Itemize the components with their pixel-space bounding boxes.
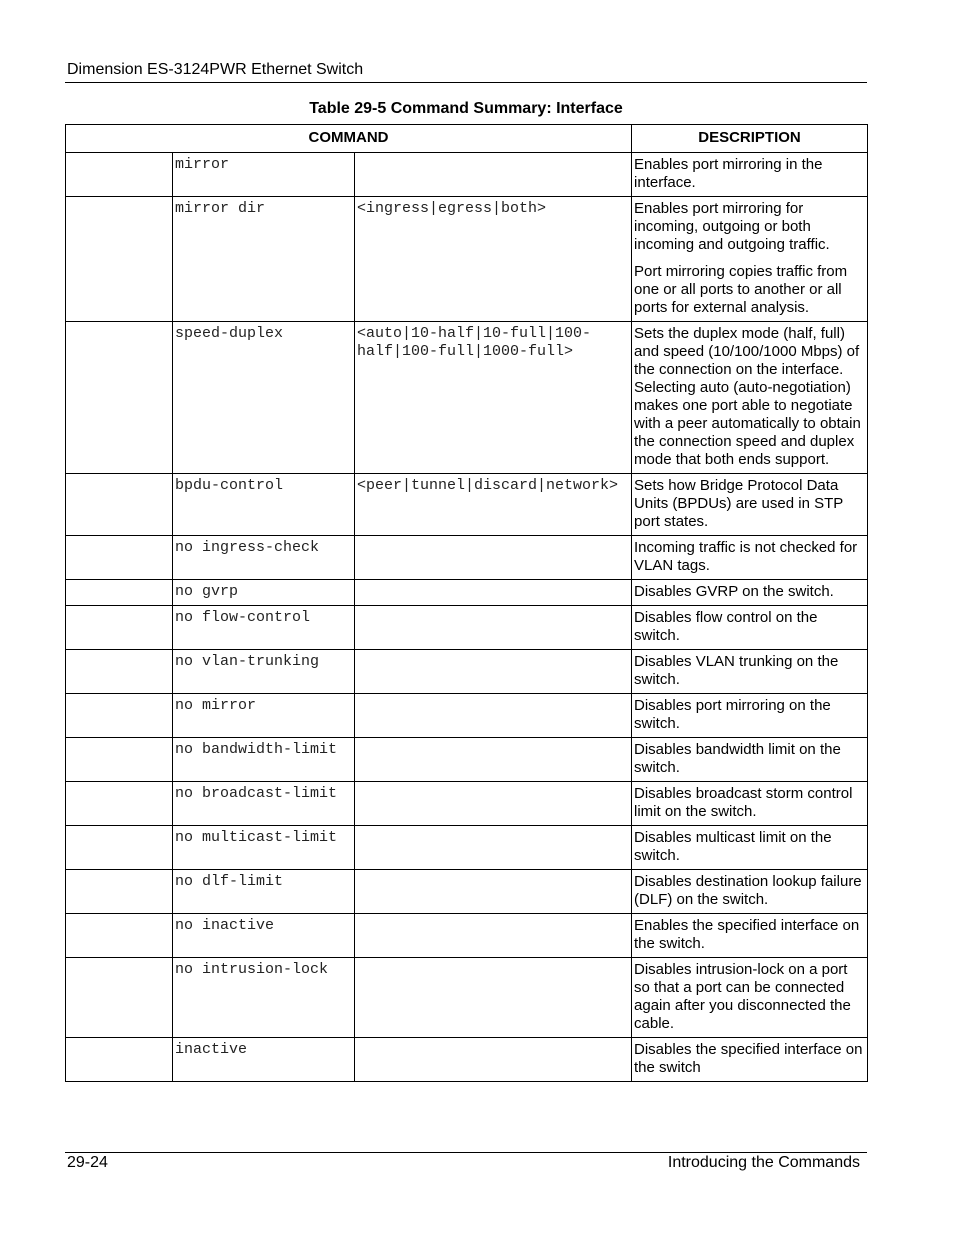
description-cell bbox=[632, 738, 868, 782]
description-paragraph: Disables destination lookup failure (DLF) on the switch. bbox=[634, 873, 862, 908]
command-cell: mirror dir bbox=[173, 197, 355, 322]
command-cell: inactive bbox=[173, 1038, 355, 1082]
description-paragraph: Disables the specified interface on the switch bbox=[634, 1041, 863, 1076]
page-number: 29-24 bbox=[67, 1154, 108, 1171]
indent-cell bbox=[66, 650, 173, 694]
header-rule bbox=[65, 82, 867, 83]
table-row bbox=[66, 197, 868, 322]
argument-cell: <auto|10-half|10-full|100-half|100-full|1000-full> bbox=[355, 322, 632, 474]
argument-cell bbox=[355, 738, 632, 782]
description-paragraph: Disables intrusion-lock on a port so that a port can be connected again after you disconnected the cable. bbox=[634, 961, 851, 1032]
description-paragraph: Disables multicast limit on the switch. bbox=[634, 829, 832, 864]
indent-cell bbox=[66, 738, 173, 782]
table-row bbox=[66, 1038, 868, 1082]
description-paragraph: Enables port mirroring in the interface. bbox=[634, 156, 823, 191]
table-row bbox=[66, 650, 868, 694]
table-title: Table 29-5 Command Summary: Interface bbox=[309, 100, 623, 117]
description-paragraph: Disables bandwidth limit on the switch. bbox=[634, 741, 841, 776]
table-row bbox=[66, 914, 868, 958]
table-row bbox=[66, 694, 868, 738]
description-paragraph: Disables port mirroring on the switch. bbox=[634, 697, 831, 732]
column-header-description: DESCRIPTION bbox=[632, 125, 868, 153]
description-cell bbox=[632, 606, 868, 650]
indent-cell bbox=[66, 958, 173, 1038]
description-cell bbox=[632, 197, 868, 322]
table-row bbox=[66, 474, 868, 536]
indent-cell bbox=[66, 606, 173, 650]
command-summary-table bbox=[65, 124, 868, 1082]
description-cell bbox=[632, 474, 868, 536]
command-cell: no flow-control bbox=[173, 606, 355, 650]
footer-rule bbox=[65, 1152, 867, 1153]
description-cell bbox=[632, 958, 868, 1038]
indent-cell bbox=[66, 153, 173, 197]
table-row bbox=[66, 826, 868, 870]
command-cell: mirror bbox=[173, 153, 355, 197]
description-cell bbox=[632, 536, 868, 580]
description-paragraph: Sets the duplex mode (half, full) and speed (10/100/1000 Mbps) of the connection on the interface. Selecting auto (auto-negotiation) makes one port able to negotiate with a peer automatically to obtain the connection speed and duplex mode that both ends support. bbox=[634, 325, 861, 468]
description-cell bbox=[632, 870, 868, 914]
argument-cell bbox=[355, 694, 632, 738]
table-row bbox=[66, 782, 868, 826]
argument-cell bbox=[355, 914, 632, 958]
table-row bbox=[66, 322, 868, 474]
argument-cell bbox=[355, 1038, 632, 1082]
argument-cell bbox=[355, 650, 632, 694]
description-cell bbox=[632, 782, 868, 826]
table-body bbox=[66, 153, 868, 1082]
indent-cell bbox=[66, 322, 173, 474]
command-cell: no vlan-trunking bbox=[173, 650, 355, 694]
description-cell bbox=[632, 694, 868, 738]
description-paragraph: Disables broadcast storm control limit on the switch. bbox=[634, 785, 853, 820]
description-paragraph: Disables GVRP on the switch. bbox=[634, 583, 834, 600]
description-cell bbox=[632, 826, 868, 870]
table-row bbox=[66, 870, 868, 914]
description-paragraph: Enables port mirroring for incoming, outgoing or both incoming and outgoing traffic. bbox=[634, 200, 830, 253]
argument-cell bbox=[355, 580, 632, 606]
command-cell: no dlf-limit bbox=[173, 870, 355, 914]
indent-cell bbox=[66, 694, 173, 738]
column-header-command: COMMAND bbox=[66, 125, 632, 153]
indent-cell bbox=[66, 826, 173, 870]
table-header-row bbox=[66, 125, 868, 153]
argument-cell bbox=[355, 870, 632, 914]
description-paragraph: Port mirroring copies traffic from one or all ports to another or all ports for external analysis. bbox=[634, 263, 848, 316]
command-cell: no multicast-limit bbox=[173, 826, 355, 870]
argument-cell bbox=[355, 958, 632, 1038]
description-paragraph: Disables VLAN trunking on the switch. bbox=[634, 653, 839, 688]
table-row bbox=[66, 536, 868, 580]
indent-cell bbox=[66, 197, 173, 322]
command-cell: no gvrp bbox=[173, 580, 355, 606]
table-row bbox=[66, 958, 868, 1038]
indent-cell bbox=[66, 782, 173, 826]
argument-cell bbox=[355, 782, 632, 826]
indent-cell bbox=[66, 536, 173, 580]
command-cell: no ingress-check bbox=[173, 536, 355, 580]
description-paragraph: Enables the specified interface on the switch. bbox=[634, 917, 860, 952]
indent-cell bbox=[66, 870, 173, 914]
table-row bbox=[66, 580, 868, 606]
description-paragraph: Sets how Bridge Protocol Data Units (BPDUs) are used in STP port states. bbox=[634, 477, 843, 530]
description-paragraph: Incoming traffic is not checked for VLAN tags. bbox=[634, 539, 858, 574]
table-row bbox=[66, 738, 868, 782]
indent-cell bbox=[66, 1038, 173, 1082]
argument-cell bbox=[355, 826, 632, 870]
description-cell bbox=[632, 1038, 868, 1082]
description-cell bbox=[632, 153, 868, 197]
argument-cell bbox=[355, 536, 632, 580]
command-cell: no inactive bbox=[173, 914, 355, 958]
indent-cell bbox=[66, 474, 173, 536]
command-cell: no mirror bbox=[173, 694, 355, 738]
command-cell: no intrusion-lock bbox=[173, 958, 355, 1038]
argument-cell: <ingress|egress|both> bbox=[355, 197, 632, 322]
table-row bbox=[66, 606, 868, 650]
command-cell: bpdu-control bbox=[173, 474, 355, 536]
command-cell: no broadcast-limit bbox=[173, 782, 355, 826]
footer-section-title: Introducing the Commands bbox=[667, 1154, 860, 1171]
description-cell bbox=[632, 580, 868, 606]
argument-cell bbox=[355, 606, 632, 650]
indent-cell bbox=[66, 580, 173, 606]
command-cell: speed-duplex bbox=[173, 322, 355, 474]
description-cell bbox=[632, 322, 868, 474]
running-header: Dimension ES-3124PWR Ethernet Switch bbox=[67, 61, 364, 78]
description-cell bbox=[632, 650, 868, 694]
argument-cell bbox=[355, 153, 632, 197]
description-paragraph: Disables flow control on the switch. bbox=[634, 609, 818, 644]
description-cell bbox=[632, 914, 868, 958]
table-row bbox=[66, 153, 868, 197]
indent-cell bbox=[66, 914, 173, 958]
command-cell: no bandwidth-limit bbox=[173, 738, 355, 782]
argument-cell: <peer|tunnel|discard|network> bbox=[355, 474, 632, 536]
